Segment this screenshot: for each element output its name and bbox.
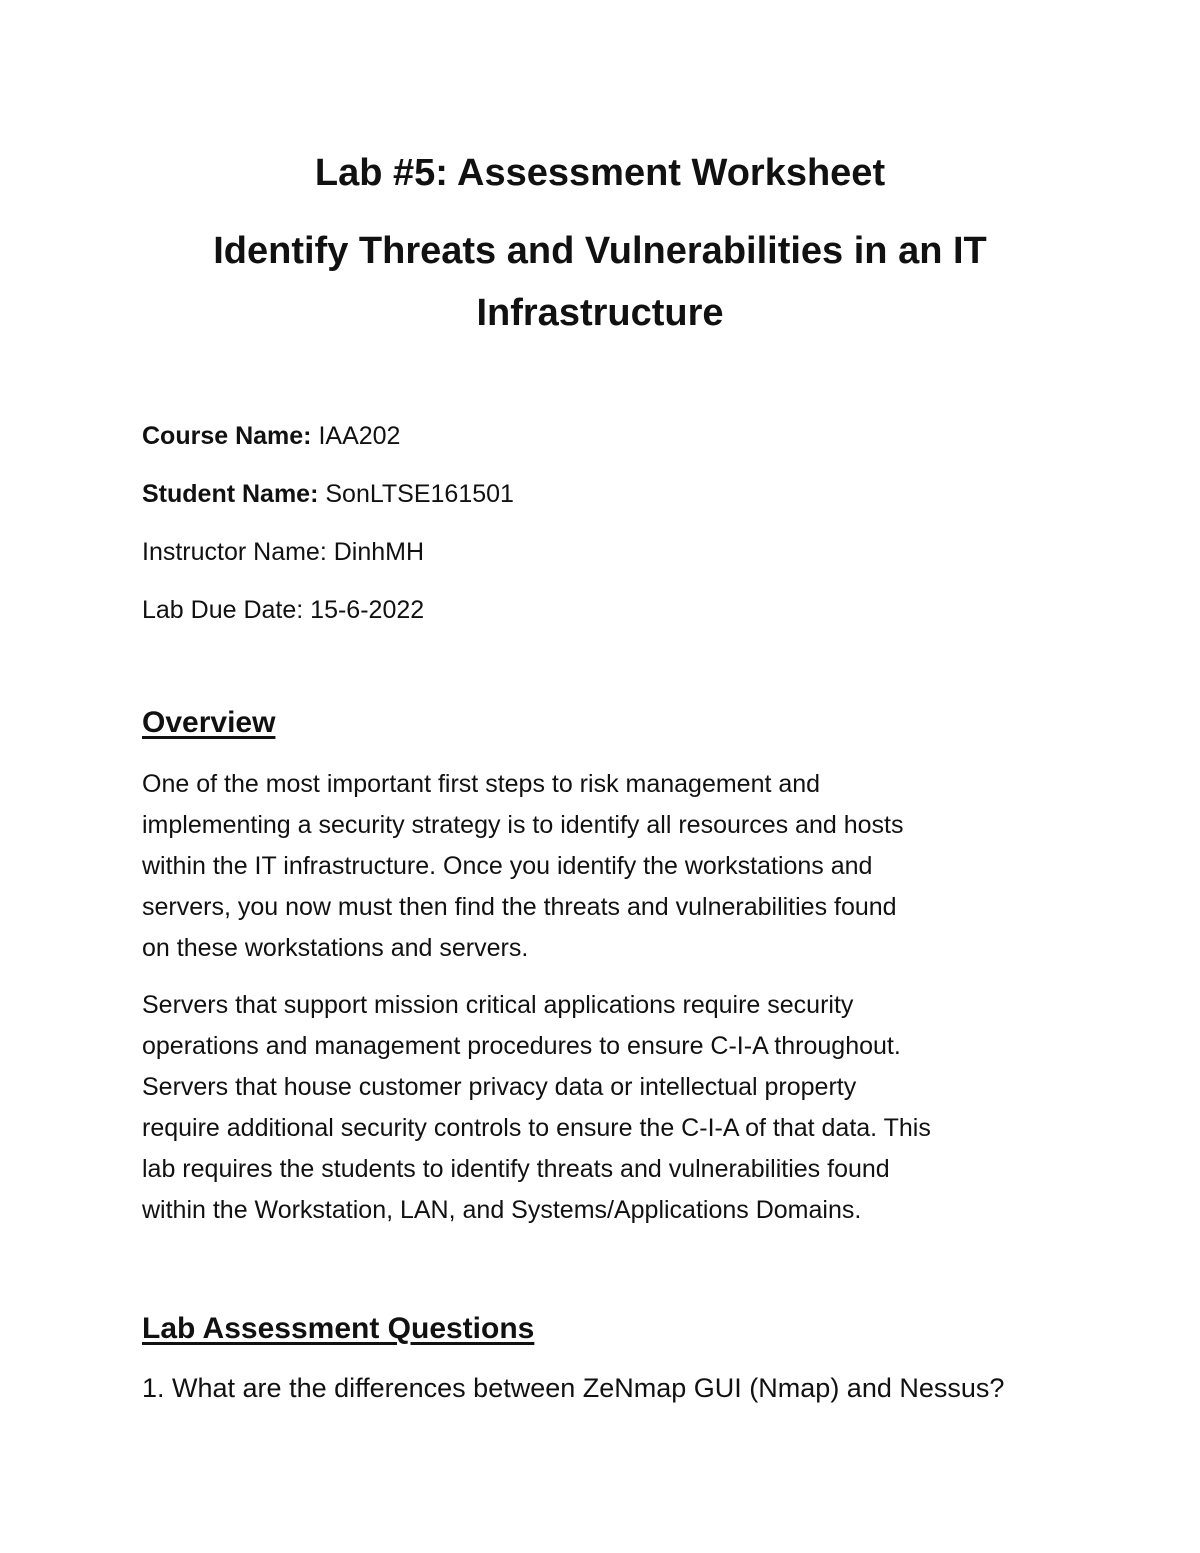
- paragraph-line: on these workstations and servers.: [142, 934, 529, 962]
- overview-heading: Overview: [142, 706, 276, 739]
- paragraph-line: operations and management procedures to ensure C-I-A throughout.: [142, 1032, 901, 1060]
- instructor-name-label: Instructor Name:: [142, 538, 327, 566]
- paragraph-line: within the Workstation, LAN, and Systems/Applications Domains.: [142, 1196, 862, 1224]
- document-subtitle-line-2: Infrastructure: [476, 292, 724, 334]
- paragraph-line: One of the most important first steps to risk management and: [142, 770, 821, 798]
- instructor-name-field: [142, 536, 424, 568]
- question-1: 1. What are the differences between ZeNmap GUI (Nmap) and Nessus?: [142, 1373, 1005, 1403]
- student-name-field: [142, 478, 514, 510]
- overview-paragraph-2: [142, 985, 1072, 1231]
- document-title: Lab #5: Assessment Worksheet: [314, 152, 886, 194]
- lab-due-date-value: 15-6-2022: [310, 596, 425, 624]
- lab-due-date-label: Lab Due Date:: [142, 596, 304, 624]
- paragraph-line: within the IT infrastructure. Once you identify the workstations and: [142, 852, 873, 880]
- paragraph-line: Servers that support mission critical applications require security: [142, 991, 854, 1019]
- student-name-label: Student Name:: [142, 480, 319, 508]
- course-name-field: [142, 420, 400, 452]
- document-subtitle-line-1: Identify Threats and Vulnerabilities in an IT: [213, 230, 987, 272]
- instructor-name-value: DinhMH: [333, 538, 425, 566]
- paragraph-line: lab requires the students to identify threats and vulnerabilities found: [142, 1155, 890, 1183]
- student-name-value: SonLTSE161501: [325, 480, 514, 508]
- lab-assessment-questions-heading: Lab Assessment Questions: [142, 1312, 535, 1345]
- overview-paragraph-1: [142, 764, 1072, 969]
- paragraph-line: servers, you now must then find the threats and vulnerabilities found: [142, 893, 897, 921]
- paragraph-line: require additional security controls to ensure the C-I-A of that data. This: [142, 1114, 931, 1142]
- course-name-value: IAA202: [318, 422, 401, 450]
- paragraph-line: implementing a security strategy is to identify all resources and hosts: [142, 811, 904, 839]
- paragraph-line: Servers that house customer privacy data or intellectual property: [142, 1073, 857, 1101]
- lab-due-date-field: [142, 594, 424, 626]
- course-name-label: Course Name:: [142, 422, 312, 450]
